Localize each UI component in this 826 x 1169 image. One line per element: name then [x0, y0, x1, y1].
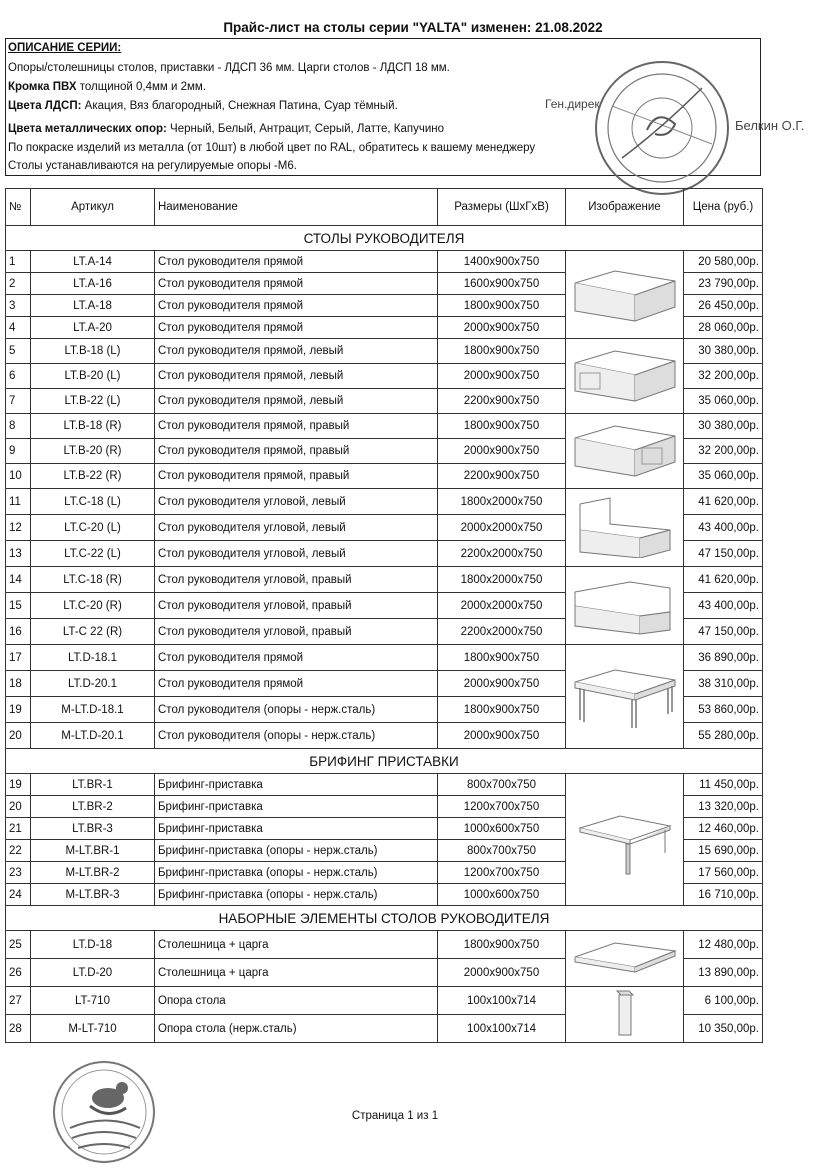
description-line-1: Опоры/столешницы столов, приставки - ЛДСП 36 мм. Царги столов - ЛДСП 18 мм.	[8, 62, 450, 74]
row-name: Стол руководителя угловой, левый	[155, 489, 438, 515]
row-size: 1800х900х750	[438, 339, 566, 364]
row-article: M-LT.BR-1	[31, 840, 155, 862]
row-number: 13	[6, 541, 31, 567]
colors-label: Цвета ЛДСП:	[8, 100, 82, 112]
row-name: Столешница + царга	[155, 931, 438, 959]
table-row	[6, 251, 763, 273]
row-number: 18	[6, 671, 31, 697]
row-number: 5	[6, 339, 31, 364]
row-name: Стол руководителя прямой, правый	[155, 464, 438, 489]
row-name: Стол руководителя прямой, правый	[155, 439, 438, 464]
row-number: 2	[6, 273, 31, 295]
row-price: 13 320,00р.	[684, 796, 763, 818]
row-name: Стол руководителя угловой, левый	[155, 515, 438, 541]
row-name: Столешница + царга	[155, 959, 438, 987]
row-size: 1400х900х750	[438, 251, 566, 273]
row-article: LT.C-20 (R)	[31, 593, 155, 619]
row-article: LT.B-18 (R)	[31, 414, 155, 439]
product-image	[566, 567, 684, 645]
col-image-header: Изображение	[566, 189, 684, 226]
row-size: 100х100х714	[438, 1015, 566, 1043]
row-article: LT.BR-1	[31, 774, 155, 796]
row-price: 26 450,00р.	[684, 295, 763, 317]
row-number: 23	[6, 862, 31, 884]
row-number: 20	[6, 723, 31, 749]
row-article: LT-C 22 (R)	[31, 619, 155, 645]
row-price: 32 200,00р.	[684, 439, 763, 464]
product-image	[566, 931, 684, 987]
table-row	[6, 987, 763, 1015]
row-article: LT.D-18	[31, 931, 155, 959]
row-article: LT.C-20 (L)	[31, 515, 155, 541]
description-line-5: По покраске изделий из металла (от 10шт) в любой цвет по RAL, обратитесь к вашему менеджеру	[8, 142, 536, 154]
row-name: Стол руководителя прямой	[155, 295, 438, 317]
row-name: Стол руководителя прямой, левый	[155, 364, 438, 389]
row-price: 41 620,00р.	[684, 489, 763, 515]
edge-text: толщиной 0,4мм и 2мм.	[76, 81, 207, 93]
row-size: 2200х2000х750	[438, 619, 566, 645]
section-header-row	[6, 906, 763, 931]
row-name: Брифинг-приставка (опоры - нерж.сталь)	[155, 884, 438, 906]
row-name: Опора стола (нерж.сталь)	[155, 1015, 438, 1043]
row-article: LT-710	[31, 987, 155, 1015]
product-image	[566, 645, 684, 749]
row-article: LT.C-18 (R)	[31, 567, 155, 593]
col-article-header: Артикул	[31, 189, 155, 226]
row-price: 16 710,00р.	[684, 884, 763, 906]
row-size: 2000х900х750	[438, 723, 566, 749]
row-name: Брифинг-приставка	[155, 796, 438, 818]
row-size: 1000х600х750	[438, 884, 566, 906]
row-article: M-LT.D-20.1	[31, 723, 155, 749]
row-size: 800х700х750	[438, 774, 566, 796]
row-price: 30 380,00р.	[684, 339, 763, 364]
row-name: Стол руководителя прямой, левый	[155, 389, 438, 414]
row-size: 2000х900х750	[438, 439, 566, 464]
row-price: 17 560,00р.	[684, 862, 763, 884]
row-article: LT.D-20.1	[31, 671, 155, 697]
row-size: 1800х2000х750	[438, 567, 566, 593]
section-title: НАБОРНЫЕ ЭЛЕМЕНТЫ СТОЛОВ РУКОВОДИТЕЛЯ	[6, 906, 763, 931]
row-number: 26	[6, 959, 31, 987]
row-number: 19	[6, 697, 31, 723]
row-size: 1800х900х750	[438, 645, 566, 671]
row-article: LT.C-18 (L)	[31, 489, 155, 515]
row-size: 1800х2000х750	[438, 489, 566, 515]
row-article: LT.A-16	[31, 273, 155, 295]
row-size: 2200х900х750	[438, 464, 566, 489]
row-size: 100х100х714	[438, 987, 566, 1015]
row-name: Стол руководителя прямой	[155, 671, 438, 697]
product-image	[566, 987, 684, 1043]
row-size: 800х700х750	[438, 840, 566, 862]
row-number: 7	[6, 389, 31, 414]
row-name: Стол руководителя (опоры - нерж.сталь)	[155, 697, 438, 723]
table-row	[6, 414, 763, 439]
row-number: 4	[6, 317, 31, 339]
row-number: 12	[6, 515, 31, 541]
row-article: LT.BR-3	[31, 818, 155, 840]
row-article: LT.B-20 (R)	[31, 439, 155, 464]
edge-label: Кромка ПВХ	[8, 81, 77, 93]
row-price: 35 060,00р.	[684, 389, 763, 414]
row-article: M-LT.D-18.1	[31, 697, 155, 723]
row-price: 47 150,00р.	[684, 541, 763, 567]
row-size: 2000х900х750	[438, 959, 566, 987]
row-size: 2000х900х750	[438, 671, 566, 697]
row-article: LT.D-18.1	[31, 645, 155, 671]
metal-label: Цвета металлических опор:	[8, 123, 167, 135]
row-number: 9	[6, 439, 31, 464]
row-price: 30 380,00р.	[684, 414, 763, 439]
row-number: 8	[6, 414, 31, 439]
row-price: 11 450,00р.	[684, 774, 763, 796]
row-name: Стол руководителя угловой, правый	[155, 567, 438, 593]
row-number: 15	[6, 593, 31, 619]
row-name: Стол руководителя прямой	[155, 317, 438, 339]
row-size: 1800х900х750	[438, 295, 566, 317]
row-article: M-LT.BR-2	[31, 862, 155, 884]
row-size: 1800х900х750	[438, 697, 566, 723]
col-price-header: Цена (руб.)	[684, 189, 763, 226]
product-image	[566, 414, 684, 489]
row-article: LT.A-14	[31, 251, 155, 273]
row-number: 6	[6, 364, 31, 389]
row-number: 27	[6, 987, 31, 1015]
section-title: БРИФИНГ ПРИСТАВКИ	[6, 749, 763, 774]
row-number: 17	[6, 645, 31, 671]
description-line-6: Столы устанавливаются на регулируемые опоры -М6.	[8, 160, 297, 172]
row-price: 32 200,00р.	[684, 364, 763, 389]
table-row	[6, 645, 763, 671]
row-size: 2000х900х750	[438, 364, 566, 389]
row-size: 1800х900х750	[438, 931, 566, 959]
description-line-edge	[8, 81, 206, 93]
row-size: 2200х2000х750	[438, 541, 566, 567]
row-size: 2000х2000х750	[438, 515, 566, 541]
metal-text: Черный, Белый, Антрацит, Серый, Латте, Капучино	[166, 123, 445, 135]
row-number: 25	[6, 931, 31, 959]
row-size: 2000х900х750	[438, 317, 566, 339]
row-price: 23 790,00р.	[684, 273, 763, 295]
row-size: 1200х700х750	[438, 862, 566, 884]
row-price: 12 480,00р.	[684, 931, 763, 959]
row-name: Брифинг-приставка	[155, 774, 438, 796]
row-price: 43 400,00р.	[684, 515, 763, 541]
row-article: M-LT-710	[31, 1015, 155, 1043]
row-article: LT.A-20	[31, 317, 155, 339]
row-name: Брифинг-приставка (опоры - нерж.сталь)	[155, 840, 438, 862]
row-article: LT.B-22 (R)	[31, 464, 155, 489]
row-name: Стол руководителя прямой	[155, 273, 438, 295]
row-size: 1200х700х750	[438, 796, 566, 818]
description-header: ОПИСАНИЕ СЕРИИ:	[8, 42, 122, 54]
section-title: СТОЛЫ РУКОВОДИТЕЛЯ	[6, 226, 763, 251]
row-price: 20 580,00р.	[684, 251, 763, 273]
table-row	[6, 339, 763, 364]
row-size: 1600х900х750	[438, 273, 566, 295]
page-title: Прайс-лист на столы серии "YALTA" изменен: 21.08.2022	[223, 20, 603, 35]
row-number: 16	[6, 619, 31, 645]
row-number: 11	[6, 489, 31, 515]
row-number: 24	[6, 884, 31, 906]
row-price: 28 060,00р.	[684, 317, 763, 339]
product-image	[566, 251, 684, 339]
row-article: LT.C-22 (L)	[31, 541, 155, 567]
row-price: 43 400,00р.	[684, 593, 763, 619]
row-name: Опора стола	[155, 987, 438, 1015]
row-name: Стол руководителя (опоры - нерж.сталь)	[155, 723, 438, 749]
row-article: LT.B-20 (L)	[31, 364, 155, 389]
row-number: 19	[6, 774, 31, 796]
row-article: LT.B-22 (L)	[31, 389, 155, 414]
row-price: 35 060,00р.	[684, 464, 763, 489]
row-size: 1800х900х750	[438, 414, 566, 439]
row-price: 47 150,00р.	[684, 619, 763, 645]
row-price: 10 350,00р.	[684, 1015, 763, 1043]
row-number: 3	[6, 295, 31, 317]
row-number: 1	[6, 251, 31, 273]
row-article: LT.B-18 (L)	[31, 339, 155, 364]
row-article: LT.D-20	[31, 959, 155, 987]
row-price: 6 100,00р.	[684, 987, 763, 1015]
company-stamp	[592, 58, 732, 198]
row-name: Стол руководителя угловой, правый	[155, 619, 438, 645]
section-header-row	[6, 749, 763, 774]
table-header-row	[6, 189, 763, 226]
table-row	[6, 774, 763, 796]
table-row	[6, 489, 763, 515]
row-number: 21	[6, 818, 31, 840]
description-line-metal	[8, 123, 444, 135]
row-price: 41 620,00р.	[684, 567, 763, 593]
signature-left: Ген.дирек	[545, 97, 600, 111]
row-article: LT.BR-2	[31, 796, 155, 818]
row-article: LT.A-18	[31, 295, 155, 317]
price-table	[5, 188, 763, 1043]
row-size: 1000х600х750	[438, 818, 566, 840]
row-number: 22	[6, 840, 31, 862]
col-size-header: Размеры (ШхГхВ)	[438, 189, 566, 226]
colors-text: Акация, Вяз благородный, Снежная Патина, Суар тёмный.	[81, 100, 398, 112]
row-price: 53 860,00р.	[684, 697, 763, 723]
row-name: Стол руководителя прямой	[155, 645, 438, 671]
row-size: 2200х900х750	[438, 389, 566, 414]
row-size: 2000х2000х750	[438, 593, 566, 619]
row-name: Брифинг-приставка (опоры - нерж.сталь)	[155, 862, 438, 884]
row-price: 55 280,00р.	[684, 723, 763, 749]
table-row	[6, 931, 763, 959]
row-number: 14	[6, 567, 31, 593]
row-name: Стол руководителя угловой, левый	[155, 541, 438, 567]
col-name-header: Наименование	[155, 189, 438, 226]
description-line-colors	[8, 100, 398, 112]
product-image	[566, 489, 684, 567]
col-no-header: №	[6, 189, 31, 226]
section-header-row	[6, 226, 763, 251]
table-row	[6, 567, 763, 593]
row-name: Брифинг-приставка	[155, 818, 438, 840]
product-image	[566, 774, 684, 906]
row-price: 36 890,00р.	[684, 645, 763, 671]
page-footer: Страница 1 из 1	[351, 1110, 439, 1122]
row-number: 20	[6, 796, 31, 818]
row-article: M-LT.BR-3	[31, 884, 155, 906]
row-price: 13 890,00р.	[684, 959, 763, 987]
row-price: 15 690,00р.	[684, 840, 763, 862]
product-image	[566, 339, 684, 414]
row-name: Стол руководителя угловой, правый	[155, 593, 438, 619]
row-price: 12 460,00р.	[684, 818, 763, 840]
row-name: Стол руководителя прямой	[155, 251, 438, 273]
row-price: 38 310,00р.	[684, 671, 763, 697]
row-number: 28	[6, 1015, 31, 1043]
signature-right: Белкин О.Г.	[735, 118, 805, 133]
row-number: 10	[6, 464, 31, 489]
row-name: Стол руководителя прямой, левый	[155, 339, 438, 364]
row-name: Стол руководителя прямой, правый	[155, 414, 438, 439]
